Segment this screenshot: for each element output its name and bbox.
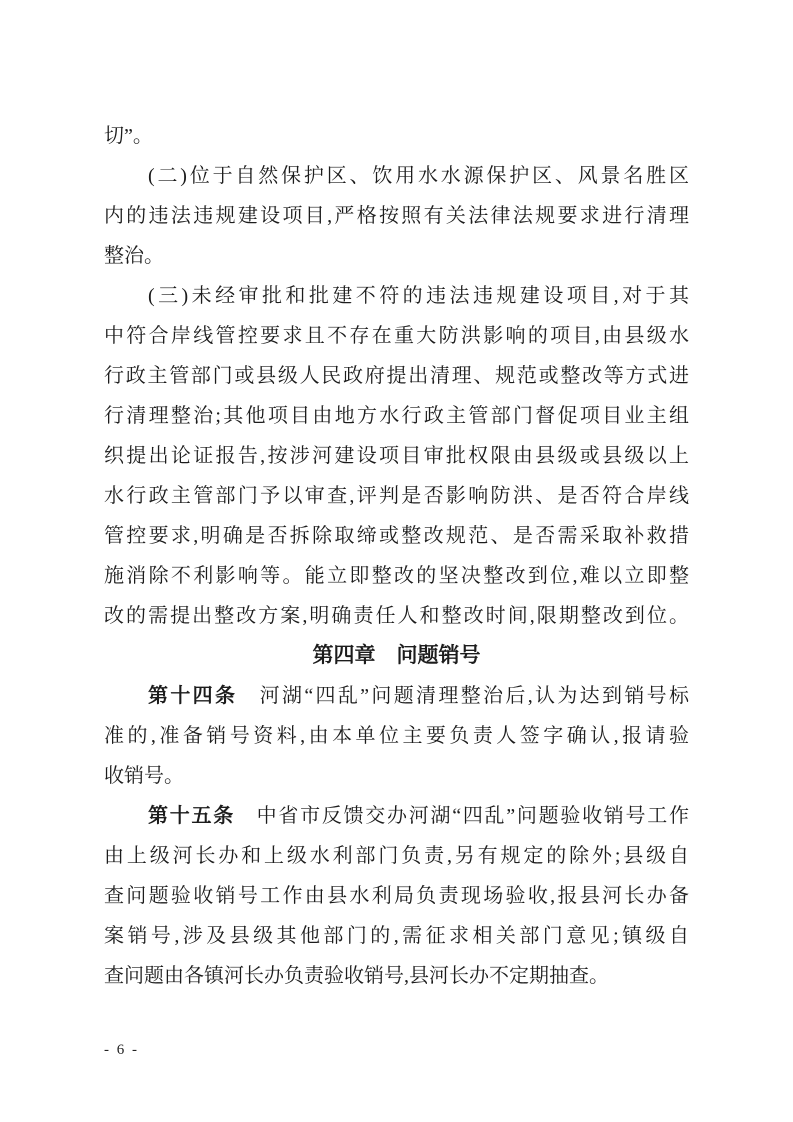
article-number: 第十五条 xyxy=(148,805,235,827)
doc-line: 由上级河长办和上级水利部门负责,另有规定的除外;县级自 xyxy=(104,845,689,867)
doc-line: 案销号,涉及县级其他部门的,需征求相关部门意见;镇级自 xyxy=(104,925,689,947)
doc-line: 改的需提出整改方案,明确责任人和整改时间,限期整改到位。 xyxy=(104,605,689,627)
doc-line: 整治。 xyxy=(104,245,164,267)
doc-line: 水行政主管部门予以审查,评判是否影响防洪、是否符合岸线 xyxy=(104,485,689,507)
doc-line: 行清理整治;其他项目由地方水行政主管部门督促项目业主组 xyxy=(104,405,689,427)
doc-line: 准的,准备销号资料,由本单位主要负责人签字确认,报请验 xyxy=(104,725,689,747)
doc-line: (三)未经审批和批建不符的违法违规建设项目,对于其 xyxy=(148,285,689,307)
article-text: 河湖“四乱”问题清理整治后,认为达到销号标 xyxy=(237,685,689,707)
article-number: 第十四条 xyxy=(148,685,238,707)
doc-line xyxy=(104,676,689,716)
doc-line xyxy=(104,796,689,836)
doc-line: (二)位于自然保护区、饮用水水源保护区、风景名胜区 xyxy=(148,165,689,187)
chapter-heading: 第四章 问题销号 xyxy=(312,644,481,667)
doc-line: 查问题验收销号工作由县水利局负责现场验收,报县河长办备 xyxy=(104,885,689,907)
doc-line: 收销号。 xyxy=(104,765,184,787)
doc-line: 管控要求,明确是否拆除取缔或整改规范、是否需采取补救措 xyxy=(104,525,689,547)
doc-line: 内的违法违规建设项目,严格按照有关法律法规要求进行清理 xyxy=(104,205,689,227)
page-number: - 6 - xyxy=(104,1042,139,1058)
doc-line: 行政主管部门或县级人民政府提出清理、规范或整改等方式进 xyxy=(104,365,689,387)
doc-line: 切”。 xyxy=(104,125,153,147)
article-text: 中省市反馈交办河湖“四乱”问题验收销号工作 xyxy=(234,805,689,827)
doc-line: 施消除不利影响等。能立即整改的坚决整改到位,难以立即整 xyxy=(104,565,689,587)
doc-line: 织提出论证报告,按涉河建设项目审批权限由县级或县级以上 xyxy=(104,445,689,467)
doc-line: 查问题由各镇河长办负责验收销号,县河长办不定期抽查。 xyxy=(104,965,609,987)
doc-line: 中符合岸线管控要求且不存在重大防洪影响的项目,由县级水 xyxy=(104,325,689,347)
